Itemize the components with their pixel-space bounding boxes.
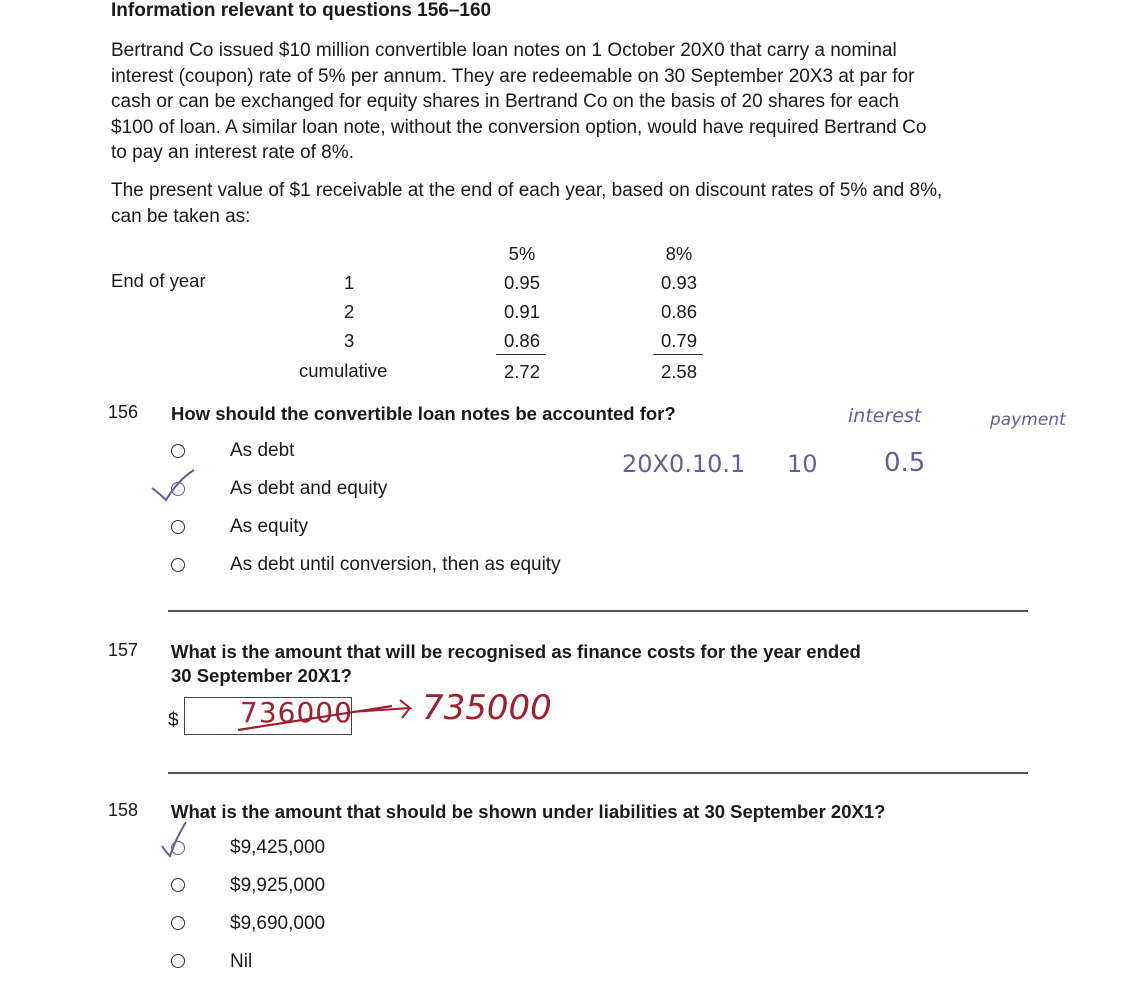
radio-option[interactable] — [171, 878, 185, 892]
divider — [168, 772, 1028, 774]
row-label: End of year — [111, 270, 206, 291]
intro-paragraph-2 — [111, 178, 1041, 229]
checkmark-icon — [148, 468, 198, 504]
col-header-8: 8% — [665, 243, 693, 264]
value-cell: 0.95 — [503, 272, 540, 293]
radio-option[interactable] — [171, 520, 185, 534]
radio-option[interactable] — [171, 954, 185, 968]
value-cell: 0.86 — [660, 301, 697, 322]
checkmark-icon — [160, 820, 194, 860]
option-label: As debt and equity — [230, 478, 388, 499]
radio-option[interactable] — [171, 916, 185, 930]
value-cell: 0.86 — [503, 330, 540, 351]
option-label: As debt — [230, 440, 295, 461]
option-label: $9,425,000 — [230, 837, 326, 858]
section-heading: Information relevant to questions 156–160 — [111, 0, 492, 21]
question-number: 157 — [108, 640, 139, 660]
intro-line: to pay an interest rate of 8%. — [111, 142, 354, 163]
intro-line: can be taken as: — [111, 205, 251, 227]
question-text: What is the amount that should be shown under liabilities at 30 September 20X1? — [171, 801, 886, 822]
radio-option[interactable] — [171, 444, 185, 458]
radio-option[interactable] — [171, 558, 185, 572]
intro-line: Bertrand Co issued $10 million convertible loan notes on 1 October 20X0 that carry a nominal — [111, 40, 897, 61]
value-cell: 0.79 — [660, 330, 697, 351]
col-header-5: 5% — [508, 243, 536, 264]
note-date: 20X0.10.1 — [622, 450, 746, 478]
value-cell: 0.91 — [503, 301, 540, 322]
intro-line: $100 of loan. A similar loan note, without the conversion option, would have required Bertrand Co — [111, 116, 927, 138]
question-line: 30 September 20X1? — [171, 665, 352, 686]
intro-line: cash or can be exchanged for equity shares in Bertrand Co on the basis of 20 shares for each — [111, 91, 899, 112]
handwritten-answer: 735000 — [422, 688, 552, 728]
option-label: Nil — [230, 951, 253, 972]
question-text: How should the convertible loan notes be accounted for? — [171, 403, 676, 424]
option-label: As debt until conversion, then as equity — [230, 554, 561, 575]
year-cell: 3 — [344, 330, 355, 351]
question-line: What is the amount that will be recognised as finance costs for the year ended — [171, 641, 861, 662]
intro-line: The present value of $1 receivable at the end of each year, based on discount rates of 5% and 8%, — [111, 180, 943, 201]
option-label: As equity — [230, 516, 309, 537]
option-label: $9,690,000 — [230, 913, 326, 934]
question-text — [171, 640, 861, 688]
option-label: $9,925,000 — [230, 875, 326, 896]
year-cell: 1 — [344, 272, 355, 293]
divider — [168, 610, 1028, 612]
strike-arrow-icon — [232, 690, 412, 740]
crossed-answer: 736000 — [240, 696, 353, 729]
question-number: 158 — [108, 800, 139, 820]
cumulative-label: cumulative — [299, 360, 388, 381]
sum-rule — [496, 354, 546, 355]
sum-rule — [653, 354, 703, 355]
note-interest: interest — [848, 405, 922, 427]
question-number: 156 — [108, 402, 139, 422]
note-principal: 10 — [787, 450, 818, 478]
cumulative-8: 2.58 — [660, 361, 697, 382]
value-cell: 0.93 — [660, 272, 697, 293]
cumulative-5: 2.72 — [503, 361, 540, 382]
currency-symbol: $ — [168, 710, 179, 731]
year-cell: 2 — [344, 301, 355, 322]
note-amount: 0.5 — [884, 448, 926, 478]
intro-paragraph-1 — [111, 38, 1041, 166]
note-payment: payment — [990, 410, 1066, 430]
intro-line: interest (coupon) rate of 5% per annum. They are redeemable on 30 September 20X3 at par for — [111, 65, 915, 87]
